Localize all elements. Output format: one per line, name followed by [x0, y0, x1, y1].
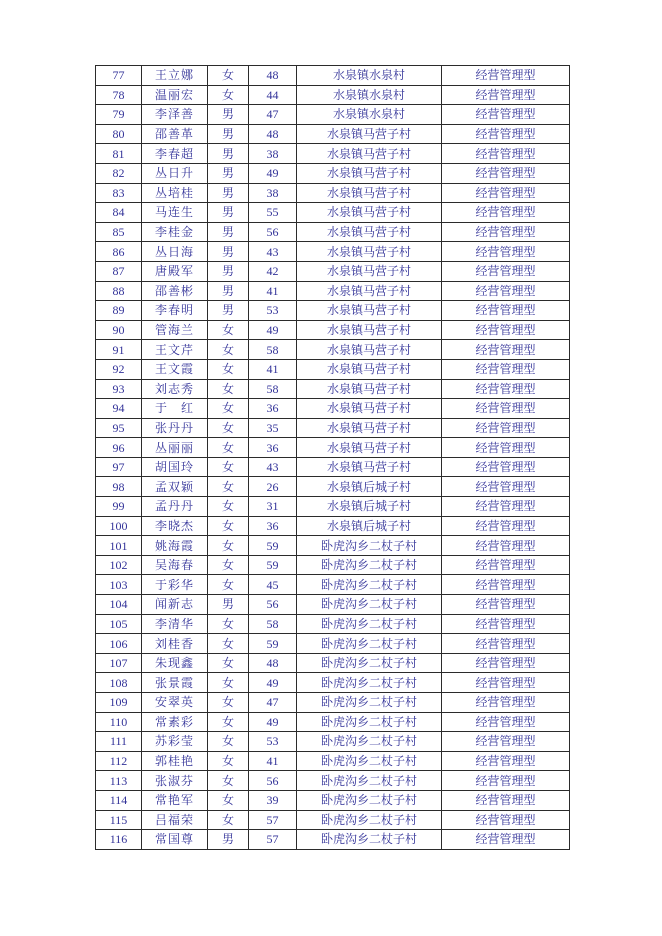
cell-age: 36	[249, 516, 297, 536]
cell-number: 79	[96, 105, 142, 125]
table-row	[96, 242, 570, 262]
table-row	[96, 457, 570, 477]
cell-number: 102	[96, 555, 142, 575]
cell-number: 115	[96, 810, 142, 830]
cell-name: 王立娜	[142, 66, 208, 86]
cell-gender: 男	[208, 261, 249, 281]
cell-category: 经营管理型	[442, 66, 570, 86]
cell-age: 59	[249, 536, 297, 556]
cell-name: 李春明	[142, 301, 208, 321]
cell-age: 36	[249, 438, 297, 458]
table-row	[96, 163, 570, 183]
cell-gender: 男	[208, 203, 249, 223]
cell-age: 59	[249, 634, 297, 654]
cell-number: 105	[96, 614, 142, 634]
cell-age: 55	[249, 203, 297, 223]
cell-age: 38	[249, 183, 297, 203]
cell-gender: 女	[208, 66, 249, 86]
cell-category: 经营管理型	[442, 810, 570, 830]
cell-age: 57	[249, 830, 297, 850]
cell-village: 水泉镇马营子村	[297, 281, 442, 301]
cell-number: 110	[96, 712, 142, 732]
cell-gender: 女	[208, 516, 249, 536]
cell-category: 经营管理型	[442, 653, 570, 673]
cell-category: 经营管理型	[442, 183, 570, 203]
cell-gender: 女	[208, 418, 249, 438]
cell-name: 李春超	[142, 144, 208, 164]
cell-gender: 女	[208, 614, 249, 634]
cell-number: 107	[96, 653, 142, 673]
cell-village: 卧虎沟乡二杖子村	[297, 673, 442, 693]
table-row	[96, 222, 570, 242]
cell-number: 80	[96, 124, 142, 144]
cell-age: 45	[249, 575, 297, 595]
cell-name: 管海兰	[142, 320, 208, 340]
cell-age: 53	[249, 732, 297, 752]
table-row	[96, 359, 570, 379]
cell-name: 马连生	[142, 203, 208, 223]
cell-name: 张丹丹	[142, 418, 208, 438]
cell-category: 经营管理型	[442, 595, 570, 615]
cell-village: 水泉镇马营子村	[297, 242, 442, 262]
table-row	[96, 693, 570, 713]
cell-age: 49	[249, 163, 297, 183]
cell-number: 95	[96, 418, 142, 438]
cell-number: 97	[96, 457, 142, 477]
cell-age: 58	[249, 340, 297, 360]
cell-age: 44	[249, 85, 297, 105]
table-row	[96, 399, 570, 419]
cell-age: 39	[249, 790, 297, 810]
cell-category: 经营管理型	[442, 163, 570, 183]
cell-gender: 男	[208, 144, 249, 164]
cell-gender: 男	[208, 242, 249, 262]
cell-category: 经营管理型	[442, 516, 570, 536]
cell-age: 43	[249, 242, 297, 262]
cell-gender: 男	[208, 301, 249, 321]
cell-village: 水泉镇马营子村	[297, 124, 442, 144]
cell-gender: 女	[208, 732, 249, 752]
cell-gender: 男	[208, 830, 249, 850]
cell-name: 闻新志	[142, 595, 208, 615]
cell-category: 经营管理型	[442, 399, 570, 419]
cell-village: 卧虎沟乡二杖子村	[297, 634, 442, 654]
cell-number: 82	[96, 163, 142, 183]
cell-gender: 女	[208, 575, 249, 595]
cell-age: 59	[249, 555, 297, 575]
cell-name: 丛丽丽	[142, 438, 208, 458]
cell-village: 水泉镇后城子村	[297, 516, 442, 536]
cell-gender: 女	[208, 751, 249, 771]
cell-name: 张淑芬	[142, 771, 208, 791]
cell-category: 经营管理型	[442, 261, 570, 281]
cell-village: 水泉镇马营子村	[297, 183, 442, 203]
cell-village: 卧虎沟乡二杖子村	[297, 653, 442, 673]
cell-category: 经营管理型	[442, 418, 570, 438]
cell-village: 水泉镇水泉村	[297, 105, 442, 125]
cell-village: 水泉镇后城子村	[297, 477, 442, 497]
cell-number: 77	[96, 66, 142, 86]
cell-village: 水泉镇马营子村	[297, 222, 442, 242]
cell-age: 47	[249, 105, 297, 125]
cell-category: 经营管理型	[442, 830, 570, 850]
cell-gender: 女	[208, 497, 249, 517]
cell-category: 经营管理型	[442, 105, 570, 125]
table-row	[96, 810, 570, 830]
cell-number: 111	[96, 732, 142, 752]
cell-name: 邵善彬	[142, 281, 208, 301]
cell-village: 水泉镇马营子村	[297, 163, 442, 183]
cell-age: 49	[249, 712, 297, 732]
cell-age: 41	[249, 751, 297, 771]
table-row	[96, 124, 570, 144]
cell-village: 水泉镇马营子村	[297, 261, 442, 281]
cell-category: 经营管理型	[442, 301, 570, 321]
cell-number: 78	[96, 85, 142, 105]
cell-category: 经营管理型	[442, 497, 570, 517]
cell-category: 经营管理型	[442, 673, 570, 693]
cell-category: 经营管理型	[442, 379, 570, 399]
cell-number: 83	[96, 183, 142, 203]
cell-name: 刘桂香	[142, 634, 208, 654]
table-row	[96, 771, 570, 791]
table-row	[96, 790, 570, 810]
cell-village: 水泉镇马营子村	[297, 438, 442, 458]
table-row	[96, 340, 570, 360]
cell-gender: 女	[208, 340, 249, 360]
cell-name: 丛日升	[142, 163, 208, 183]
cell-name: 孟丹丹	[142, 497, 208, 517]
table-row	[96, 536, 570, 556]
cell-age: 56	[249, 771, 297, 791]
cell-gender: 男	[208, 163, 249, 183]
cell-village: 水泉镇马营子村	[297, 359, 442, 379]
table-row	[96, 673, 570, 693]
cell-village: 卧虎沟乡二杖子村	[297, 790, 442, 810]
cell-name: 王文霞	[142, 359, 208, 379]
cell-village: 水泉镇马营子村	[297, 301, 442, 321]
cell-category: 经营管理型	[442, 536, 570, 556]
cell-name: 郭桂艳	[142, 751, 208, 771]
cell-village: 卧虎沟乡二杖子村	[297, 810, 442, 830]
table-row	[96, 497, 570, 517]
cell-village: 水泉镇马营子村	[297, 418, 442, 438]
cell-name: 张景霞	[142, 673, 208, 693]
cell-category: 经营管理型	[442, 222, 570, 242]
personnel-roster-table	[95, 65, 570, 850]
cell-gender: 女	[208, 673, 249, 693]
cell-number: 89	[96, 301, 142, 321]
cell-age: 42	[249, 261, 297, 281]
cell-number: 104	[96, 595, 142, 615]
cell-village: 水泉镇马营子村	[297, 340, 442, 360]
cell-name: 于 红	[142, 399, 208, 419]
cell-gender: 女	[208, 359, 249, 379]
cell-gender: 女	[208, 399, 249, 419]
cell-gender: 女	[208, 457, 249, 477]
cell-number: 81	[96, 144, 142, 164]
cell-village: 水泉镇后城子村	[297, 497, 442, 517]
cell-number: 108	[96, 673, 142, 693]
cell-category: 经营管理型	[442, 751, 570, 771]
cell-age: 53	[249, 301, 297, 321]
cell-number: 114	[96, 790, 142, 810]
cell-number: 93	[96, 379, 142, 399]
cell-gender: 女	[208, 379, 249, 399]
cell-gender: 女	[208, 438, 249, 458]
cell-gender: 女	[208, 810, 249, 830]
cell-name: 常国尊	[142, 830, 208, 850]
cell-name: 于彩华	[142, 575, 208, 595]
cell-name: 刘志秀	[142, 379, 208, 399]
cell-category: 经营管理型	[442, 320, 570, 340]
cell-gender: 女	[208, 536, 249, 556]
cell-category: 经营管理型	[442, 712, 570, 732]
table-row	[96, 555, 570, 575]
cell-category: 经营管理型	[442, 477, 570, 497]
table-row	[96, 320, 570, 340]
cell-age: 48	[249, 653, 297, 673]
cell-gender: 男	[208, 281, 249, 301]
table-row	[96, 203, 570, 223]
cell-gender: 女	[208, 555, 249, 575]
cell-category: 经营管理型	[442, 359, 570, 379]
cell-name: 常素彩	[142, 712, 208, 732]
cell-category: 经营管理型	[442, 144, 570, 164]
cell-category: 经营管理型	[442, 771, 570, 791]
cell-gender: 女	[208, 320, 249, 340]
cell-name: 邵善革	[142, 124, 208, 144]
cell-category: 经营管理型	[442, 340, 570, 360]
cell-category: 经营管理型	[442, 555, 570, 575]
cell-category: 经营管理型	[442, 203, 570, 223]
cell-gender: 女	[208, 85, 249, 105]
cell-gender: 女	[208, 771, 249, 791]
table-row	[96, 438, 570, 458]
cell-gender: 男	[208, 595, 249, 615]
cell-name: 温丽宏	[142, 85, 208, 105]
cell-age: 38	[249, 144, 297, 164]
cell-number: 86	[96, 242, 142, 262]
cell-village: 卧虎沟乡二杖子村	[297, 575, 442, 595]
table-row	[96, 516, 570, 536]
table-row	[96, 301, 570, 321]
cell-age: 57	[249, 810, 297, 830]
cell-village: 水泉镇水泉村	[297, 85, 442, 105]
cell-category: 经营管理型	[442, 693, 570, 713]
cell-category: 经营管理型	[442, 281, 570, 301]
cell-number: 99	[96, 497, 142, 517]
cell-age: 49	[249, 673, 297, 693]
cell-category: 经营管理型	[442, 614, 570, 634]
cell-category: 经营管理型	[442, 575, 570, 595]
cell-age: 49	[249, 320, 297, 340]
cell-name: 李桂金	[142, 222, 208, 242]
table-row	[96, 732, 570, 752]
cell-gender: 男	[208, 183, 249, 203]
cell-name: 李泽善	[142, 105, 208, 125]
cell-name: 吕福荣	[142, 810, 208, 830]
cell-village: 水泉镇水泉村	[297, 66, 442, 86]
cell-category: 经营管理型	[442, 634, 570, 654]
table-row	[96, 614, 570, 634]
table-row	[96, 634, 570, 654]
cell-number: 92	[96, 359, 142, 379]
cell-number: 106	[96, 634, 142, 654]
cell-village: 卧虎沟乡二杖子村	[297, 771, 442, 791]
table-row	[96, 144, 570, 164]
table-row	[96, 418, 570, 438]
cell-name: 孟双颖	[142, 477, 208, 497]
cell-number: 103	[96, 575, 142, 595]
cell-number: 113	[96, 771, 142, 791]
cell-number: 90	[96, 320, 142, 340]
roster-table-body	[96, 66, 570, 850]
cell-number: 88	[96, 281, 142, 301]
table-row	[96, 281, 570, 301]
cell-number: 98	[96, 477, 142, 497]
cell-age: 31	[249, 497, 297, 517]
cell-name: 姚海霞	[142, 536, 208, 556]
cell-name: 李晓杰	[142, 516, 208, 536]
table-row	[96, 66, 570, 86]
cell-name: 丛日海	[142, 242, 208, 262]
cell-village: 卧虎沟乡二杖子村	[297, 595, 442, 615]
cell-village: 卧虎沟乡二杖子村	[297, 555, 442, 575]
cell-village: 卧虎沟乡二杖子村	[297, 712, 442, 732]
cell-name: 苏彩莹	[142, 732, 208, 752]
cell-age: 35	[249, 418, 297, 438]
cell-age: 36	[249, 399, 297, 419]
cell-village: 卧虎沟乡二杖子村	[297, 751, 442, 771]
cell-age: 47	[249, 693, 297, 713]
cell-village: 水泉镇马营子村	[297, 379, 442, 399]
cell-age: 41	[249, 359, 297, 379]
cell-gender: 男	[208, 124, 249, 144]
cell-number: 94	[96, 399, 142, 419]
cell-number: 87	[96, 261, 142, 281]
cell-village: 卧虎沟乡二杖子村	[297, 536, 442, 556]
cell-age: 58	[249, 379, 297, 399]
table-row	[96, 85, 570, 105]
cell-number: 84	[96, 203, 142, 223]
cell-village: 卧虎沟乡二杖子村	[297, 830, 442, 850]
cell-gender: 男	[208, 105, 249, 125]
cell-category: 经营管理型	[442, 85, 570, 105]
cell-number: 100	[96, 516, 142, 536]
cell-age: 56	[249, 595, 297, 615]
table-row	[96, 575, 570, 595]
table-row	[96, 261, 570, 281]
cell-category: 经营管理型	[442, 438, 570, 458]
table-row	[96, 379, 570, 399]
table-row	[96, 183, 570, 203]
cell-gender: 女	[208, 477, 249, 497]
cell-category: 经营管理型	[442, 732, 570, 752]
cell-name: 吴海春	[142, 555, 208, 575]
table-row	[96, 712, 570, 732]
cell-number: 109	[96, 693, 142, 713]
table-row	[96, 477, 570, 497]
cell-age: 48	[249, 66, 297, 86]
cell-gender: 女	[208, 712, 249, 732]
table-row	[96, 105, 570, 125]
cell-number: 96	[96, 438, 142, 458]
table-row	[96, 653, 570, 673]
cell-village: 水泉镇马营子村	[297, 320, 442, 340]
cell-village: 水泉镇马营子村	[297, 144, 442, 164]
cell-number: 116	[96, 830, 142, 850]
cell-category: 经营管理型	[442, 242, 570, 262]
cell-name: 朱现鑫	[142, 653, 208, 673]
cell-name: 常艳军	[142, 790, 208, 810]
cell-gender: 男	[208, 222, 249, 242]
cell-name: 胡国玲	[142, 457, 208, 477]
cell-age: 48	[249, 124, 297, 144]
cell-gender: 女	[208, 693, 249, 713]
cell-age: 26	[249, 477, 297, 497]
cell-name: 王文芹	[142, 340, 208, 360]
cell-village: 卧虎沟乡二杖子村	[297, 614, 442, 634]
cell-village: 水泉镇马营子村	[297, 457, 442, 477]
cell-name: 丛培桂	[142, 183, 208, 203]
cell-name: 安翠英	[142, 693, 208, 713]
cell-gender: 女	[208, 634, 249, 654]
cell-village: 卧虎沟乡二杖子村	[297, 693, 442, 713]
cell-category: 经营管理型	[442, 124, 570, 144]
cell-age: 41	[249, 281, 297, 301]
cell-village: 水泉镇马营子村	[297, 399, 442, 419]
cell-number: 112	[96, 751, 142, 771]
table-row	[96, 830, 570, 850]
cell-number: 101	[96, 536, 142, 556]
table-row	[96, 751, 570, 771]
cell-name: 李清华	[142, 614, 208, 634]
cell-gender: 女	[208, 653, 249, 673]
cell-village: 水泉镇马营子村	[297, 203, 442, 223]
table-row	[96, 595, 570, 615]
cell-name: 唐殿军	[142, 261, 208, 281]
cell-age: 58	[249, 614, 297, 634]
cell-number: 85	[96, 222, 142, 242]
cell-age: 56	[249, 222, 297, 242]
cell-age: 43	[249, 457, 297, 477]
cell-gender: 女	[208, 790, 249, 810]
cell-category: 经营管理型	[442, 457, 570, 477]
cell-village: 卧虎沟乡二杖子村	[297, 732, 442, 752]
cell-number: 91	[96, 340, 142, 360]
cell-category: 经营管理型	[442, 790, 570, 810]
